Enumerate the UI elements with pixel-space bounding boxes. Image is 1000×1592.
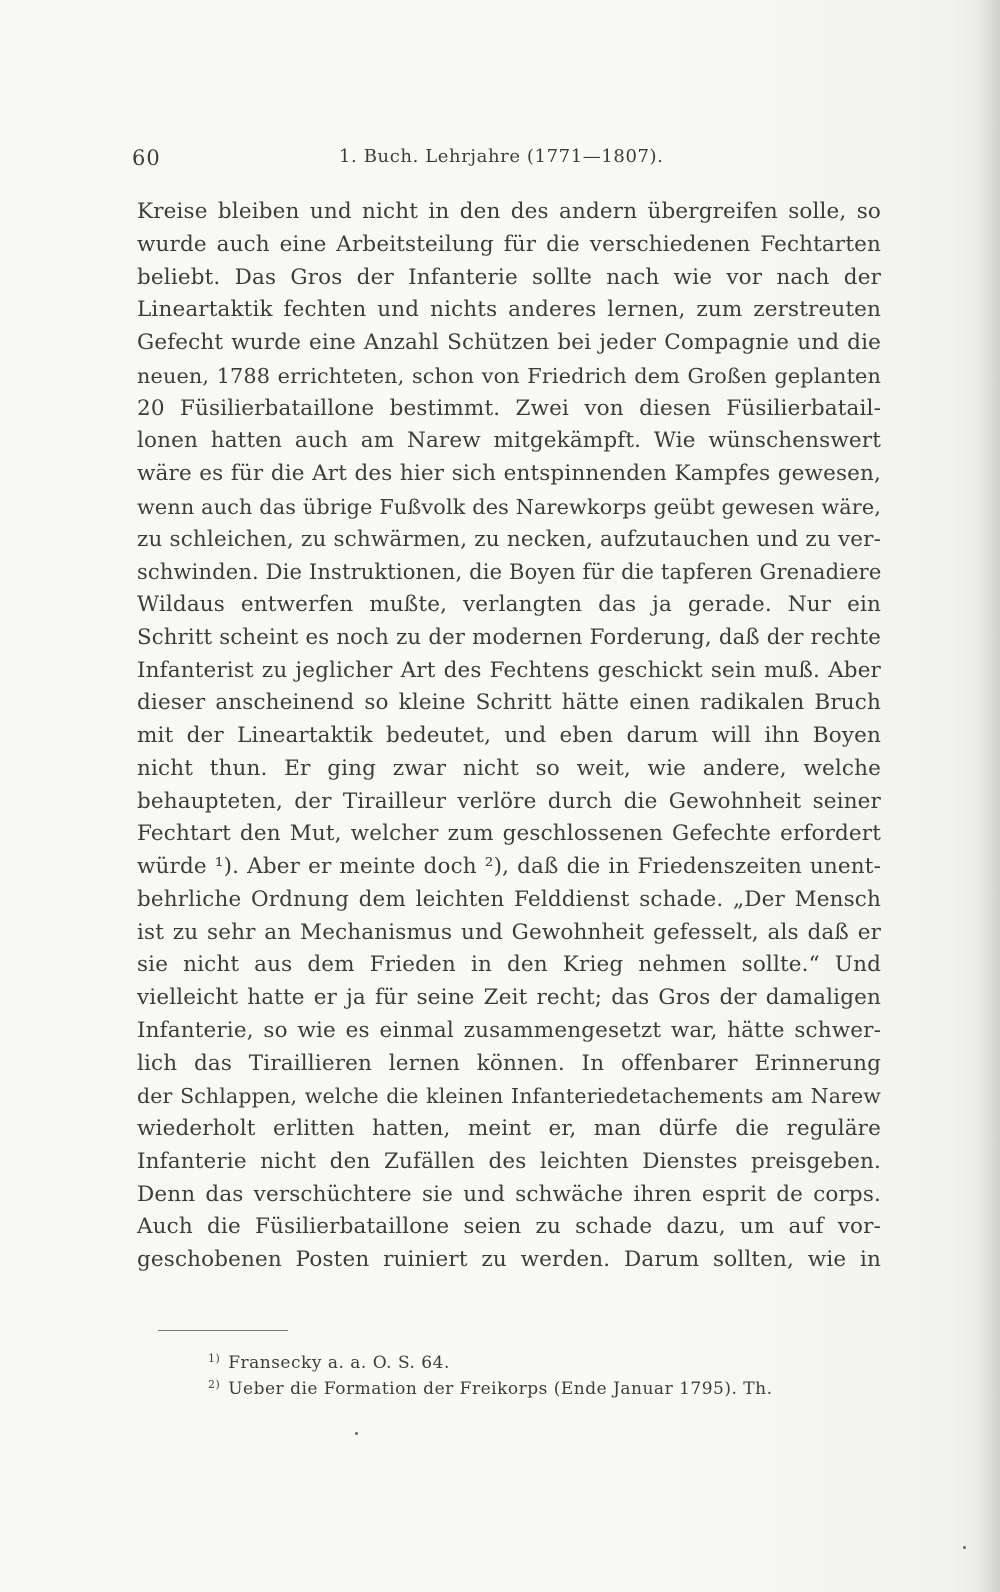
footnote-divider	[158, 1330, 288, 1331]
text-line: Wildaus entwerfen mußte, verlangten das ja gerade. Nur ein	[137, 592, 881, 617]
text-line: geschobenen Posten ruiniert zu werden. Darum sollten, wie in	[137, 1247, 881, 1272]
footnotes	[208, 1346, 848, 1398]
footnote-1	[208, 1346, 848, 1372]
text-line: Schritt scheint es noch zu der modernen Forderung, daß der rechte	[137, 624, 881, 650]
text-line: zu schleichen, zu schwärmen, zu necken, aufzutauchen und zu ver-	[137, 526, 881, 552]
text-line: vielleicht hatte er ja für seine Zeit recht; das Gros der damaligen	[137, 985, 881, 1010]
text-line: beliebt. Das Gros der Infanterie sollte nach wie vor nach der	[137, 264, 881, 290]
text-line: Fechtart den Mut, welcher zum geschlossenen Gefechte erfordert	[137, 821, 881, 847]
text-line: neuen, 1788 errichteten, schon von Friedrich dem Großen geplanten	[137, 363, 881, 388]
text-line: Denn das verschüchtere sie und schwäche ihren esprit de corps.	[137, 1181, 881, 1207]
text-line: 20 Füsilierbataillone bestimmt. Zwei von diesen Füsilierbatail-	[137, 395, 881, 421]
text-line: wiederholt erlitten hatten, meint er, man dürfe die reguläre	[137, 1116, 881, 1141]
text-line: ist zu sehr an Mechanismus und Gewohnheit gefesselt, als daß er	[137, 919, 881, 945]
text-line: sie nicht aus dem Frieden in den Krieg nehmen sollte.“ Und	[137, 952, 881, 978]
text-line: Kreise bleiben und nicht in den des andern übergreifen solle, so	[137, 199, 881, 224]
running-head: 1. Buch. Lehrjahre (1771—1807).	[339, 146, 664, 167]
text-line: Infanterie nicht den Zufällen des leichten Dienstes preisgeben.	[137, 1148, 881, 1174]
footnote-marker: 1)	[208, 1352, 221, 1365]
page-header	[132, 146, 732, 176]
paper-speck	[963, 1546, 966, 1549]
footnote-text: Ueber die Formation der Freikorps (Ende Januar 1795). Th.	[228, 1379, 773, 1399]
text-line: würde ¹). Aber er meinte doch ²), daß die in Friedenszeiten unent-	[137, 854, 881, 879]
page-edge-shadow	[978, 0, 1000, 1592]
footnote-marker: 2)	[208, 1378, 221, 1391]
text-line: Gefecht wurde eine Anzahl Schützen bei jeder Compagnie und die	[137, 330, 881, 355]
text-line: dieser anscheinend so kleine Schritt hätte einen radikalen Bruch	[137, 690, 881, 716]
text-line: wurde auch eine Arbeitsteilung für die verschiedenen Fechtarten	[137, 231, 881, 257]
text-line: Lineartaktik fechten und nichts anderes lernen, zum zerstreuten	[137, 297, 881, 323]
body-text	[137, 196, 881, 1277]
footnote-2	[208, 1372, 848, 1398]
text-line: wäre es für die Art des hier sich entspinnenden Kampfes gewesen,	[137, 461, 881, 486]
text-line: behaupteten, der Tirailleur verlöre durch die Gewohnheit seiner	[137, 788, 881, 814]
text-line: behrliche Ordnung dem leichten Felddienst schade. „Der Mensch	[137, 886, 881, 912]
text-line: Infanterie, so wie es einmal zusammengesetzt war, hätte schwer-	[137, 1017, 881, 1043]
text-line: wenn auch das übrige Fußvolk des Narewkorps geübt gewesen wäre,	[137, 494, 881, 519]
text-line: Auch die Füsilierbataillone seien zu schade dazu, um auf vor-	[137, 1214, 881, 1240]
text-line: mit der Lineartaktik bedeutet, und eben darum will ihn Boyen	[137, 723, 881, 748]
text-line: lonen hatten auch am Narew mitgekämpft. Wie wünschenswert	[137, 428, 881, 454]
page-number: 60	[132, 146, 161, 170]
text-line: schwinden. Die Instruktionen, die Boyen für die tapferen Grenadiere	[137, 560, 882, 585]
paper-speck	[355, 1432, 358, 1435]
text-line: nicht thun. Er ging zwar nicht so weit, wie andere, welche	[137, 755, 881, 781]
text-line: der Schlappen, welche die kleinen Infanteriedetachements am Narew	[137, 1084, 881, 1109]
text-line: lich das Tiraillieren lernen können. In offenbarer Erinnerung	[137, 1050, 881, 1076]
footnote-text: Fransecky a. a. O. S. 64.	[228, 1353, 450, 1373]
text-line: Infanterist zu jeglicher Art des Fechtens geschickt sein muß. Aber	[137, 657, 881, 683]
